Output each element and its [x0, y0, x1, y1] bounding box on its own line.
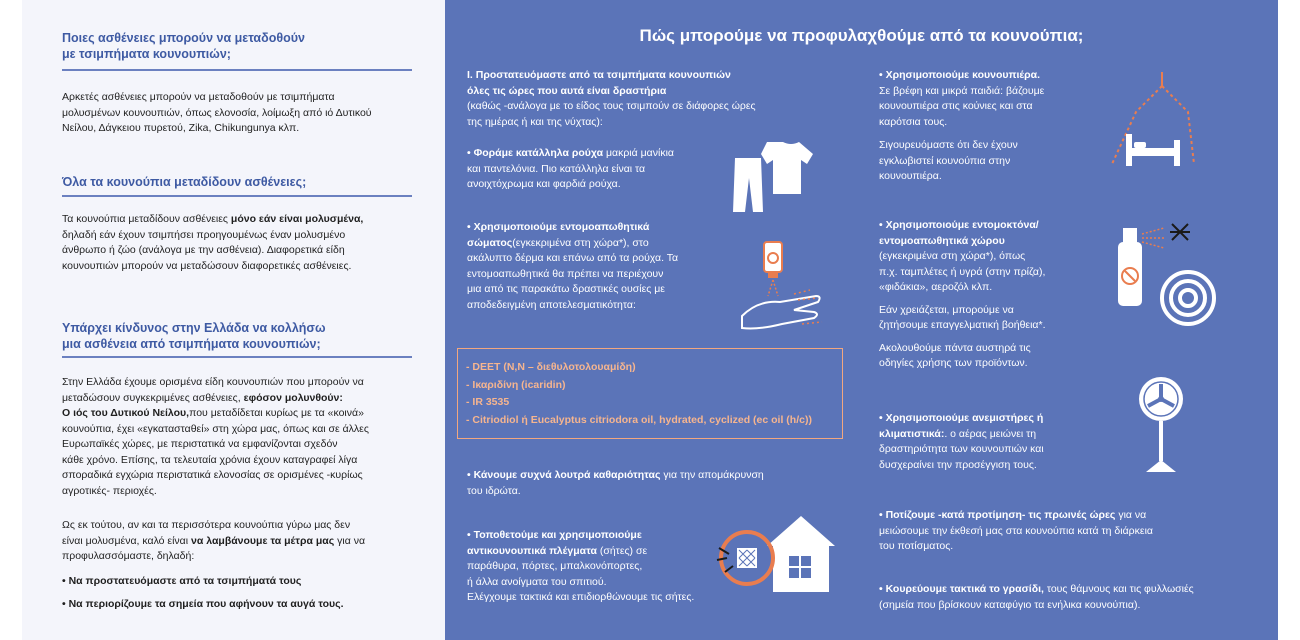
panel-title: Πώς μπορούμε να προφυλαχθούμε από τα κουνούπια;: [639, 26, 1084, 45]
ingredient: - DEET (N,N – διεθυλοτολουαμίδη): [466, 361, 636, 373]
section-heading-diseases: Ποιες ασθένειες μπορούν να μεταδοθούν με τσιμπήματα κουνουπιών;: [62, 31, 305, 61]
section-heading-risk-greece: Υπάρχει κίνδυνος στην Ελλάδα να κολλήσω μια ασθένεια από τσιμπήματα κουνουπιών;: [62, 321, 326, 351]
ingredient: - Ικαριδίνη (icaridin): [466, 378, 566, 391]
bullet-protect: • Να προστατευόμαστε από τα τσιμπήματά τους: [62, 575, 302, 587]
section-protect-bites: I. Προστατευόμαστε από τα τσιμπήματα κουνουπιών όλες τις ώρες που αυτά είναι δραστήρια (καθώς -ανάλογα με το είδος τους τσιμπούν σε διάφορες ώρες της ημέρας ή και της νύχτας):: [467, 69, 756, 128]
ingredient: - Citriodiol ή Eucalyptus citriodora oil, hydrated, cyclized (ec oil (h/c)): [466, 413, 812, 426]
window-screen-house-icon: [705, 510, 835, 600]
item-watering: • Ποτίζουμε -κατά προτίμηση- τις πρωινές ώρες για να μειώσουμε την έκθεσή μας στα κουνούπια κατά τη διάρκεια του ποτίσματος.: [879, 509, 1153, 552]
item-body-repellent: • Χρησιμοποιούμε εντομοαπωθητικά σώματος(εγκεκριμένα στη χώρα*), στο ακάλυπτο δέρμα και επάνω από τα ρούχα. Τα εντομοαπωθητικά θα πρέπει να περιέχουν μια από τις παρακάτω δραστικές ουσίες με αποδεδειγμένη αποτελεσματικότητα:: [467, 221, 679, 311]
all-mosquitoes-text: Τα κουνούπια μεταδίδουν ασθένειες μόνο εάν είναι μολυσμένα, δηλαδή εάν έχουν τσιμπήσει προηγουμένως έναν μολυσμένο άνθρωπο ή ζώο (ανάλογα με την ασθένεια). Διαφορετικά είδη κουνουπιών μπορούν να μεταδώσουν διαφορετικές ασθένειες.: [62, 213, 364, 272]
bullet-limit-eggs: • Να περιορίζουμε τα σημεία που αφήνουν τα αυγά τους.: [62, 598, 344, 610]
ingredient: - IR 3535: [466, 396, 510, 408]
divider: [62, 356, 412, 358]
section-heading-all-mosquitoes: Όλα τα κουνούπια μεταδίδουν ασθένειες;: [62, 175, 307, 189]
risk-greece-text: Στην Ελλάδα έχουμε ορισμένα είδη κουνουπιών που μπορούν να μεταδώσουν συγκεκριμένες ασθένειες, εφόσον μολυνθούν: Ο ιός του Δυτικού Νείλου,που μεταδίδεται κυρίως με τα «κοινά» κουνούπια, έχει «εγκατασταθεί» στη χώρα μας, όπως και σε άλλες Ευρωπαϊκές χώρες, με περιστατικά να εμφανίζονται σχεδόν κάθε χρόνο. Επίσης, τα τελευταία χρόνια έχουν καταγραφεί λίγα σποραδικά εγχώρια περιστατικά ελονοσίας σε ορισμένες -κυρίως αγροτικές- περιοχές.: [62, 376, 369, 497]
divider: [62, 195, 412, 197]
item-bath: • Κάνουμε συχνά λουτρά καθαριότητας για την απομάκρυνση του ιδρώτα.: [467, 469, 764, 497]
precautions-text: Ως εκ τούτου, αν και τα περισσότερα κουνούπια γύρω μας δεν είναι μολυσμένα, καλό είναι να λαμβάνουμε τα μέτρα μας για να προφυλασσόμαστε, δηλαδή:: [62, 519, 366, 562]
item-window-screens: • Τοποθετούμε και χρησιμοποιούμε αντικουνουπικά πλέγματα (σήτες) σε παράθυρα, πόρτες, μπαλκονόπορτες, ή άλλα ανοίγματα του σπιτιού. Ελέγχουμε τακτικά και επιδιορθώνουμε τις σήτες.: [467, 529, 695, 603]
repellent-hand-icon: [738, 238, 828, 338]
divider: [62, 69, 412, 71]
fan-icon: [1136, 374, 1186, 474]
diseases-text: Αρκετές ασθένειες μπορούν να μεταδοθούν με τσιμπήματα μολυσμένων κουνουπιών, όπως ελονοσία, λοίμωξη από ιό Δυτικού Νείλου, Δάγκειου πυρετού, Zika, Chikungunya κλπ.: [62, 91, 372, 134]
mosquito-net-bed-icon: [1108, 68, 1198, 178]
clothes-icon: [725, 136, 815, 216]
item-clothes: • Φοράμε κατάλληλα ρούχα μακριά μανίκια και παντελόνια. Πιο κατάλληλα είναι τα ανοιχτόχρωμα και φαρδιά ρούχα.: [467, 147, 674, 190]
item-fans: • Χρησιμοποιούμε ανεμιστήρες ή κλιματιστικά:. ο αέρας μειώνει τη δραστηριότητα των κουνουπιών και δυσχεραίνει την προσέγγιση τους.: [879, 412, 1044, 471]
spray-coil-icon: [1110, 218, 1220, 328]
active-ingredients-box: [457, 348, 843, 439]
item-mosquito-net: • Χρησιμοποιούμε κουνουπιέρα. Σε βρέφη και μικρά παιδιά: βάζουμε κουνουπιέρα στις κούνιες και στα καρότσια τους. Σιγουρευόμαστε ότι δεν έχουν εγκλωβιστεί κουνούπια στην κουνουπιέρα.: [879, 69, 1045, 182]
item-space-insecticides: • Χρησιμοποιούμε εντομοκτόνα/ εντομοαπωθητικά χώρου (εγκεκριμένα στη χώρα*), όπως π.χ. ταμπλέτες ή υγρά (στην πρίζα), «φιδάκια», αεροζόλ κλπ. Εάν χρειάζεται, μπορούμε να ζητήσουμε επαγγελματική βοήθεια*. Ακολουθούμε πάντα αυστηρά τις οδηγίες χρήσης των προϊόντων.: [879, 219, 1046, 369]
item-grass: • Κουρεύουμε τακτικά το γρασίδι, τους θάμνους και τις φυλλωσιές (σημεία που βρίσκουν καταφύγιο τα ενήλικα κουνούπια).: [879, 583, 1194, 611]
